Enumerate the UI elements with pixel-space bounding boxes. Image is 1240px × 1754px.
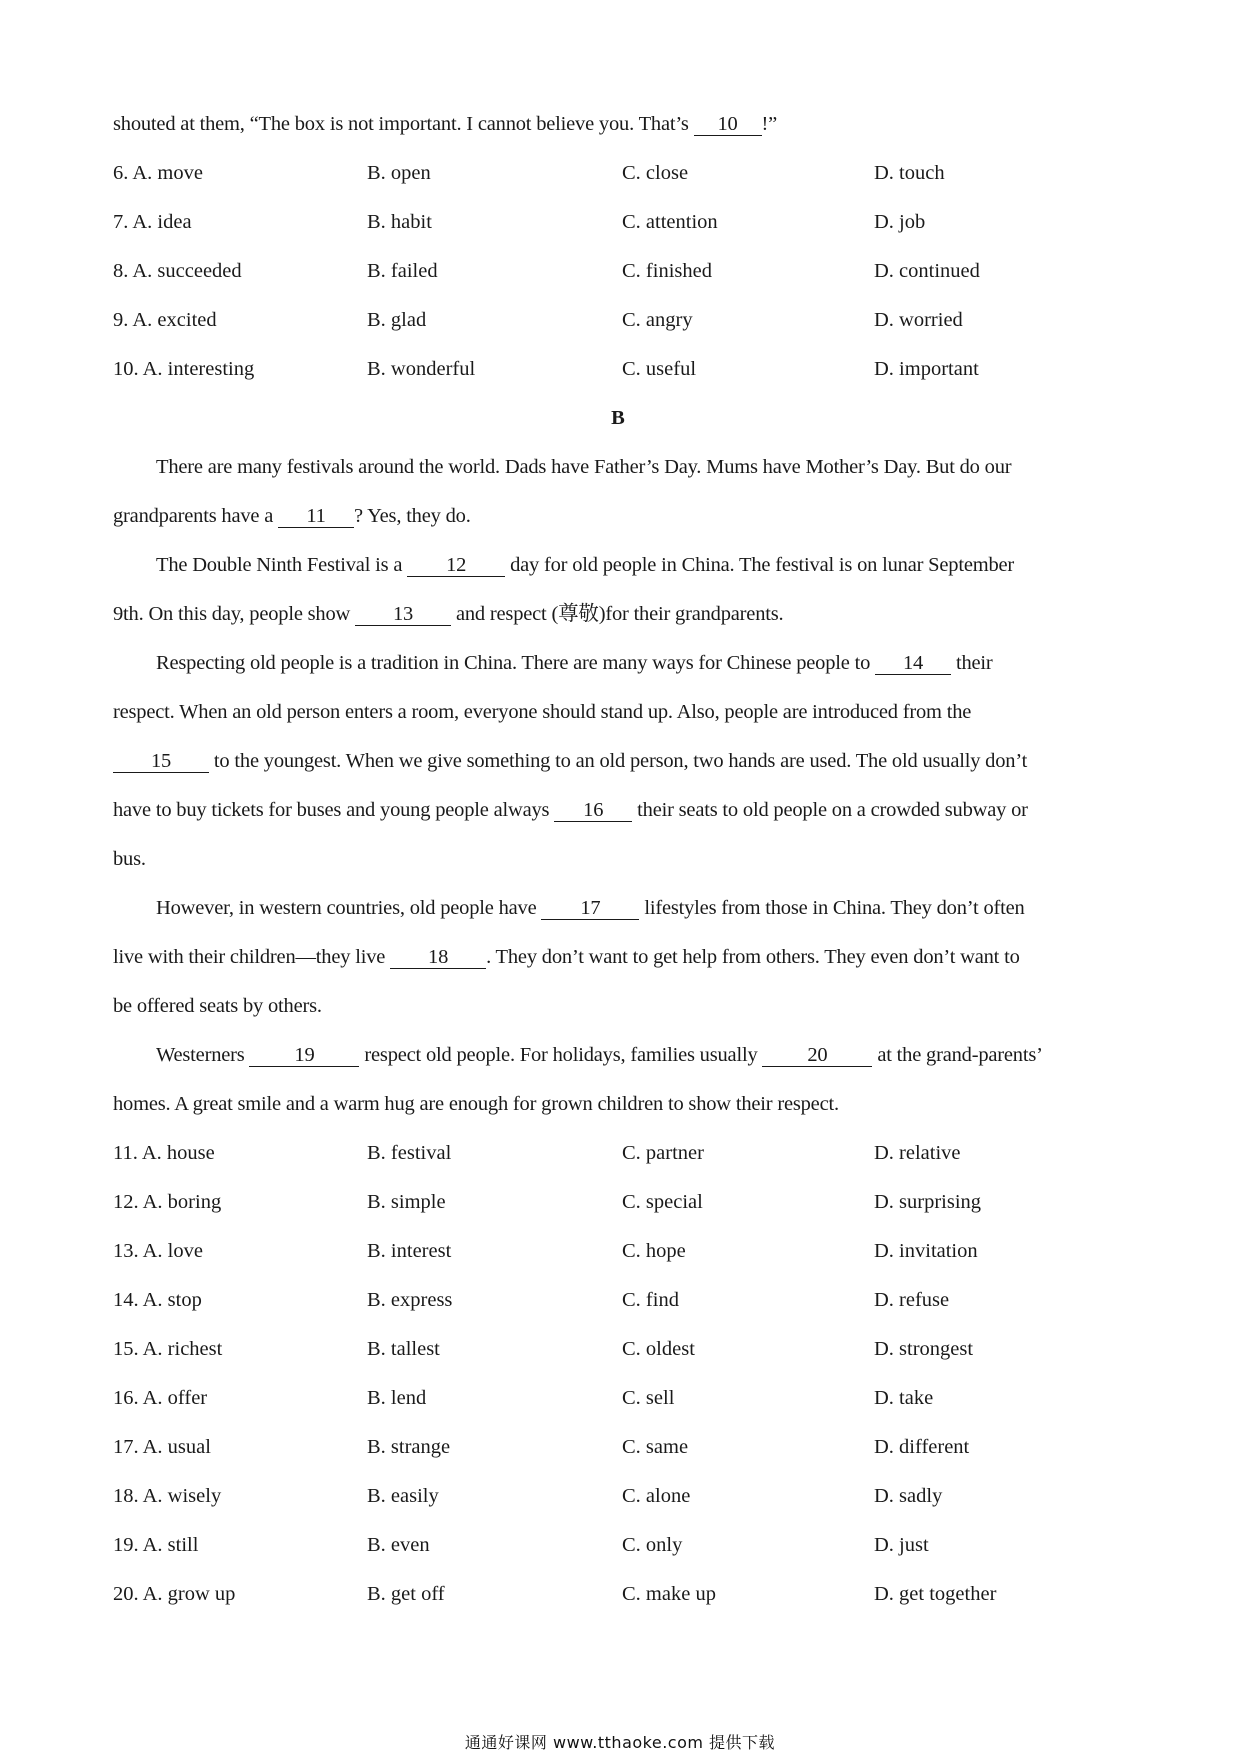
passage-line: Respecting old people is a tradition in China. There are many ways for Chinese people to 14 their (156, 652, 993, 674)
option-row-6 (113, 149, 1123, 198)
option-c: C. close (622, 162, 689, 184)
option-b: B. strange (367, 1436, 451, 1458)
option-a: 7. A. idea (113, 211, 192, 233)
text-span: !” (761, 113, 778, 135)
option-c: C. find (622, 1289, 679, 1311)
document-page (113, 100, 1123, 1619)
blank-11: 11 (278, 505, 354, 528)
option-d: D. touch (874, 162, 945, 184)
option-a: 8. A. succeeded (113, 260, 242, 282)
option-d: D. invitation (874, 1240, 978, 1262)
option-b: B. tallest (367, 1338, 440, 1360)
passage-line: grandparents have a 11 ? Yes, they do. (113, 505, 471, 527)
option-c: C. useful (622, 358, 697, 380)
blank-19: 19 (249, 1044, 359, 1067)
option-row-8 (113, 247, 1123, 296)
passage-line: However, in western countries, old people have 17 lifestyles from those in China. They don’t often (156, 897, 1025, 919)
option-row-16 (113, 1374, 1123, 1423)
passage-line: respect. When an old person enters a room, everyone should stand up. Also, people are introduced from the (113, 701, 972, 723)
option-c: C. attention (622, 211, 718, 233)
option-b: B. failed (367, 260, 438, 282)
blank-10: 10 (694, 113, 762, 136)
option-c: C. special (622, 1191, 703, 1213)
passage-line: homes. A great smile and a warm hug are enough for grown children to show their respect. (113, 1093, 839, 1115)
text-span: shouted at them, “The box is not important. I cannot believe you. That’s (113, 113, 694, 135)
option-d: D. get together (874, 1583, 997, 1605)
option-d: D. continued (874, 260, 980, 282)
option-a: 14. A. stop (113, 1289, 202, 1311)
option-c: C. finished (622, 260, 712, 282)
option-c: C. sell (622, 1387, 675, 1409)
option-a: 18. A. wisely (113, 1485, 222, 1507)
options-part-a (113, 149, 1123, 394)
option-b: B. interest (367, 1240, 452, 1262)
option-b: B. wonderful (367, 358, 476, 380)
option-c: C. oldest (622, 1338, 695, 1360)
passage-a-closing-line (113, 100, 1123, 149)
option-b: B. habit (367, 211, 432, 233)
option-a: 16. A. offer (113, 1387, 208, 1409)
option-d: D. sadly (874, 1485, 943, 1507)
option-row-11 (113, 1129, 1123, 1178)
option-row-17 (113, 1423, 1123, 1472)
option-c: C. angry (622, 309, 693, 331)
passage-line: The Double Ninth Festival is a 12 day for old people in China. The festival is on lunar September (156, 554, 1015, 576)
option-d: D. strongest (874, 1338, 974, 1360)
option-row-13 (113, 1227, 1123, 1276)
option-d: D. worried (874, 309, 963, 331)
passage-line: 15 to the youngest. When we give something to an old person, two hands are used. The old usually don’t (113, 737, 1123, 786)
option-b: B. simple (367, 1191, 446, 1213)
option-b: B. lend (367, 1387, 427, 1409)
options-part-b (113, 1129, 1123, 1619)
blank-14: 14 (875, 652, 951, 675)
option-c: C. make up (622, 1583, 716, 1605)
option-d: D. just (874, 1534, 929, 1556)
passage-b (113, 443, 1123, 1129)
blank-16: 16 (554, 799, 632, 822)
option-row-15 (113, 1325, 1123, 1374)
option-a: 20. A. grow up (113, 1583, 236, 1605)
option-row-20 (113, 1570, 1123, 1619)
option-a: 12. A. boring (113, 1191, 222, 1213)
option-b: B. get off (367, 1583, 445, 1605)
option-b: B. open (367, 162, 431, 184)
option-c: C. alone (622, 1485, 691, 1507)
option-d: D. refuse (874, 1289, 950, 1311)
option-a: 15. A. richest (113, 1338, 223, 1360)
section-b-heading: B (611, 407, 625, 429)
passage-line: have to buy tickets for buses and young people always 16 their seats to old people on a crowded subway or (113, 799, 1028, 821)
passage-line: bus. (113, 848, 146, 870)
option-a: 17. A. usual (113, 1436, 211, 1458)
option-c: C. only (622, 1534, 683, 1556)
option-a: 19. A. still (113, 1534, 199, 1556)
passage-line: live with their children—they live 18 . They don’t want to get help from others. They even don’t want to (113, 946, 1020, 968)
option-c: C. same (622, 1436, 689, 1458)
option-row-10 (113, 345, 1123, 394)
blank-17: 17 (541, 897, 639, 920)
passage-line: be offered seats by others. (113, 995, 322, 1017)
option-b: B. festival (367, 1142, 452, 1164)
option-a: 11. A. house (113, 1142, 215, 1164)
blank-12: 12 (407, 554, 505, 577)
option-row-19 (113, 1521, 1123, 1570)
option-b: B. express (367, 1289, 453, 1311)
option-d: D. surprising (874, 1191, 982, 1213)
option-row-7 (113, 198, 1123, 247)
option-d: D. job (874, 211, 926, 233)
passage-line: 9th. On this day, people show 13 and respect (尊敬)for their grandparents. (113, 603, 784, 625)
passage-line: There are many festivals around the world. Dads have Father’s Day. Mums have Mother’s Day. But do our (156, 456, 1012, 478)
passage-line: Westerners 19 respect old people. For holidays, families usually 20 at the grand-parents’ (156, 1044, 1043, 1066)
option-a: 13. A. love (113, 1240, 203, 1262)
page-footer-watermark: 通通好课网 www.tthaoke.com 提供下载 (464, 1733, 776, 1752)
blank-20: 20 (762, 1044, 872, 1067)
option-b: B. easily (367, 1485, 439, 1507)
option-row-12 (113, 1178, 1123, 1227)
option-a: 6. A. move (113, 162, 203, 184)
option-c: C. partner (622, 1142, 704, 1164)
option-row-18 (113, 1472, 1123, 1521)
option-d: D. relative (874, 1142, 961, 1164)
option-row-14 (113, 1276, 1123, 1325)
option-a: 10. A. interesting (113, 358, 255, 380)
option-d: D. different (874, 1436, 970, 1458)
option-b: B. glad (367, 309, 427, 331)
option-d: D. take (874, 1387, 934, 1409)
option-c: C. hope (622, 1240, 686, 1262)
option-a: 9. A. excited (113, 309, 217, 331)
blank-13: 13 (355, 603, 451, 626)
option-d: D. important (874, 358, 979, 380)
option-b: B. even (367, 1534, 430, 1556)
blank-15: 15 (113, 750, 209, 773)
option-row-9 (113, 296, 1123, 345)
blank-18: 18 (390, 946, 486, 969)
